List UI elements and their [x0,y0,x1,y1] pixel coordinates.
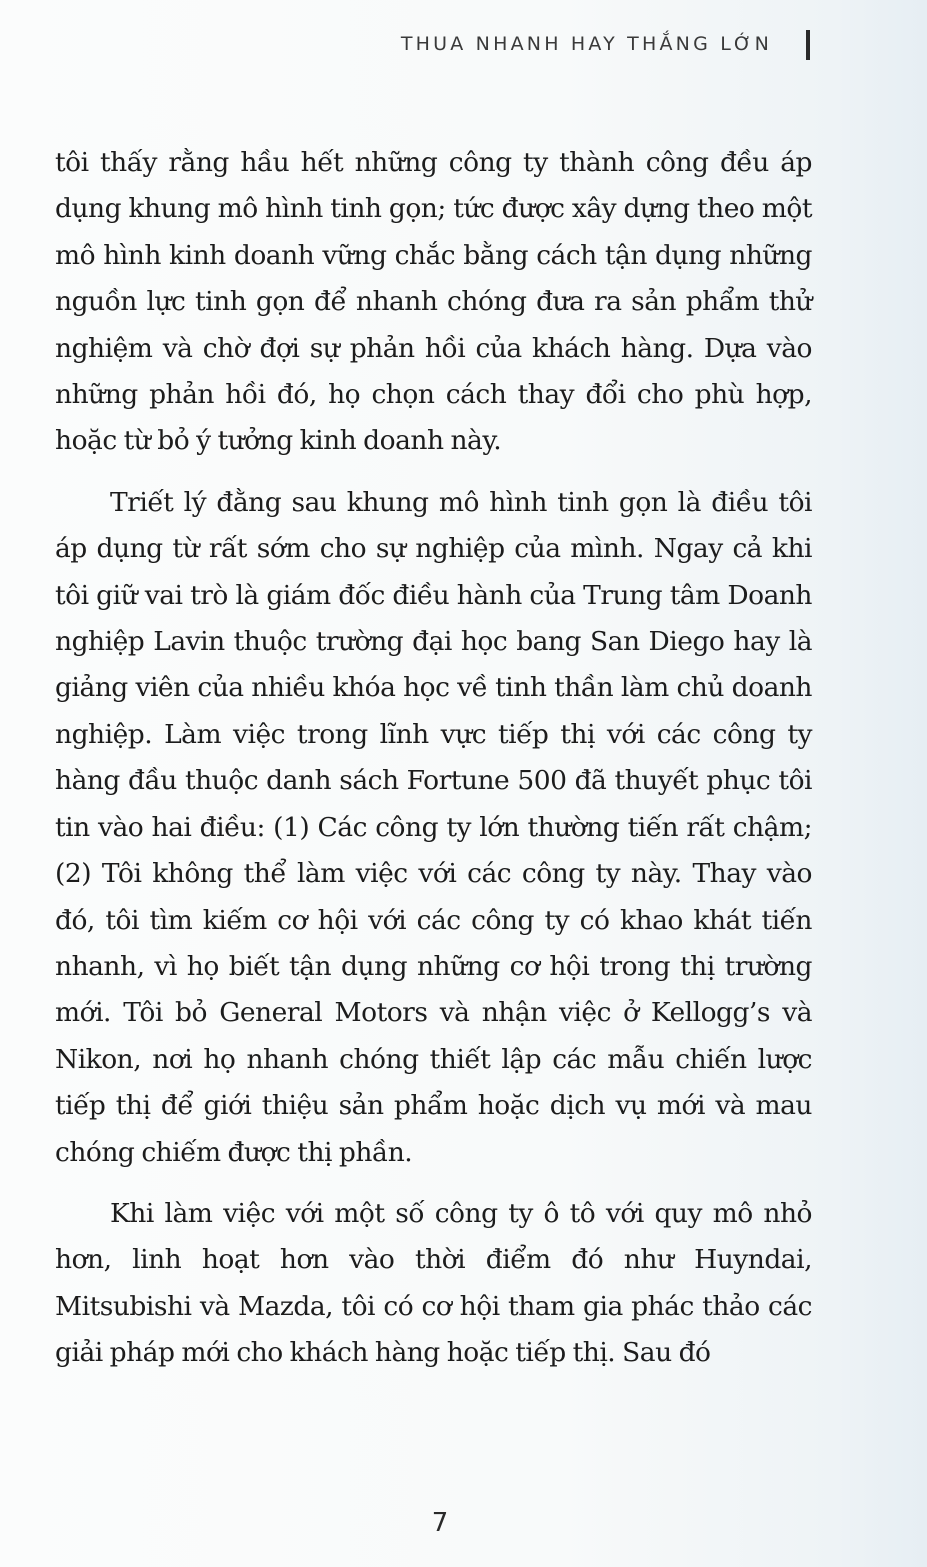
paragraph-2: Triết lý đằng sau khung mô hình tinh gọn là điều tôi áp dụng từ rất sớm cho sự nghiệp của mình. Ngay cả khi tôi giữ vai trò là giám đốc điều hành của Trung tâm Doanh nghiệp Lavin thuộc trường đại học bang San Diego hay là giảng viên của nhiều khóa học về tinh thần làm chủ doanh nghiệp. Làm việc trong lĩnh vực tiếp thị với các công ty hàng đầu thuộc danh sách Fortune 500 đã thuyết phục tôi tin vào hai điều: (1) Các công ty lớn thường tiến rất chậm; (2) Tôi không thể làm việc với các công ty này. Thay vào đó, tôi tìm kiếm cơ hội với các công ty có khao khát tiến nhanh, vì họ biết tận dụng những cơ hội trong thị trường mới. Tôi bỏ General Motors và nhận việc ở Kellogg’s và Nikon, nơi họ nhanh chóng thiết lập các mẫu chiến lược tiếp thị để giới thiệu sản phẩm hoặc dịch vụ mới và mau chóng chiếm được thị phần. [55,486,812,1168]
paragraph-1: tôi thấy rằng hầu hết những công ty thành công đều áp dụng khung mô hình tinh gọn; tức được xây dựng theo một mô hình kinh doanh vững chắc bằng cách tận dụng những nguồn lực tinh gọn để nhanh chóng đưa ra sản phẩm thử nghiệm và chờ đợi sự phản hồi của khách hàng. Dựa vào những phản hồi đó, họ chọn cách thay đổi cho phù hợp, hoặc từ bỏ ý tưởng kinh doanh này. [55,147,812,457]
paragraph-3: Khi làm việc với một số công ty ô tô với quy mô nhỏ hơn, linh hoạt hơn vào thời điểm đó như Huyndai, Mitsubishi và Mazda, tôi có cơ hội tham gia phác thảo các giải pháp mới cho khách hàng hoặc tiếp thị. Sau đó [55,1197,812,1369]
header-vertical-rule [806,30,810,60]
page-number: 7 [431,1508,449,1538]
body-text [55,140,812,1377]
running-header-title: THUA NHANH HAY THẮNG LỚN [400,33,772,55]
